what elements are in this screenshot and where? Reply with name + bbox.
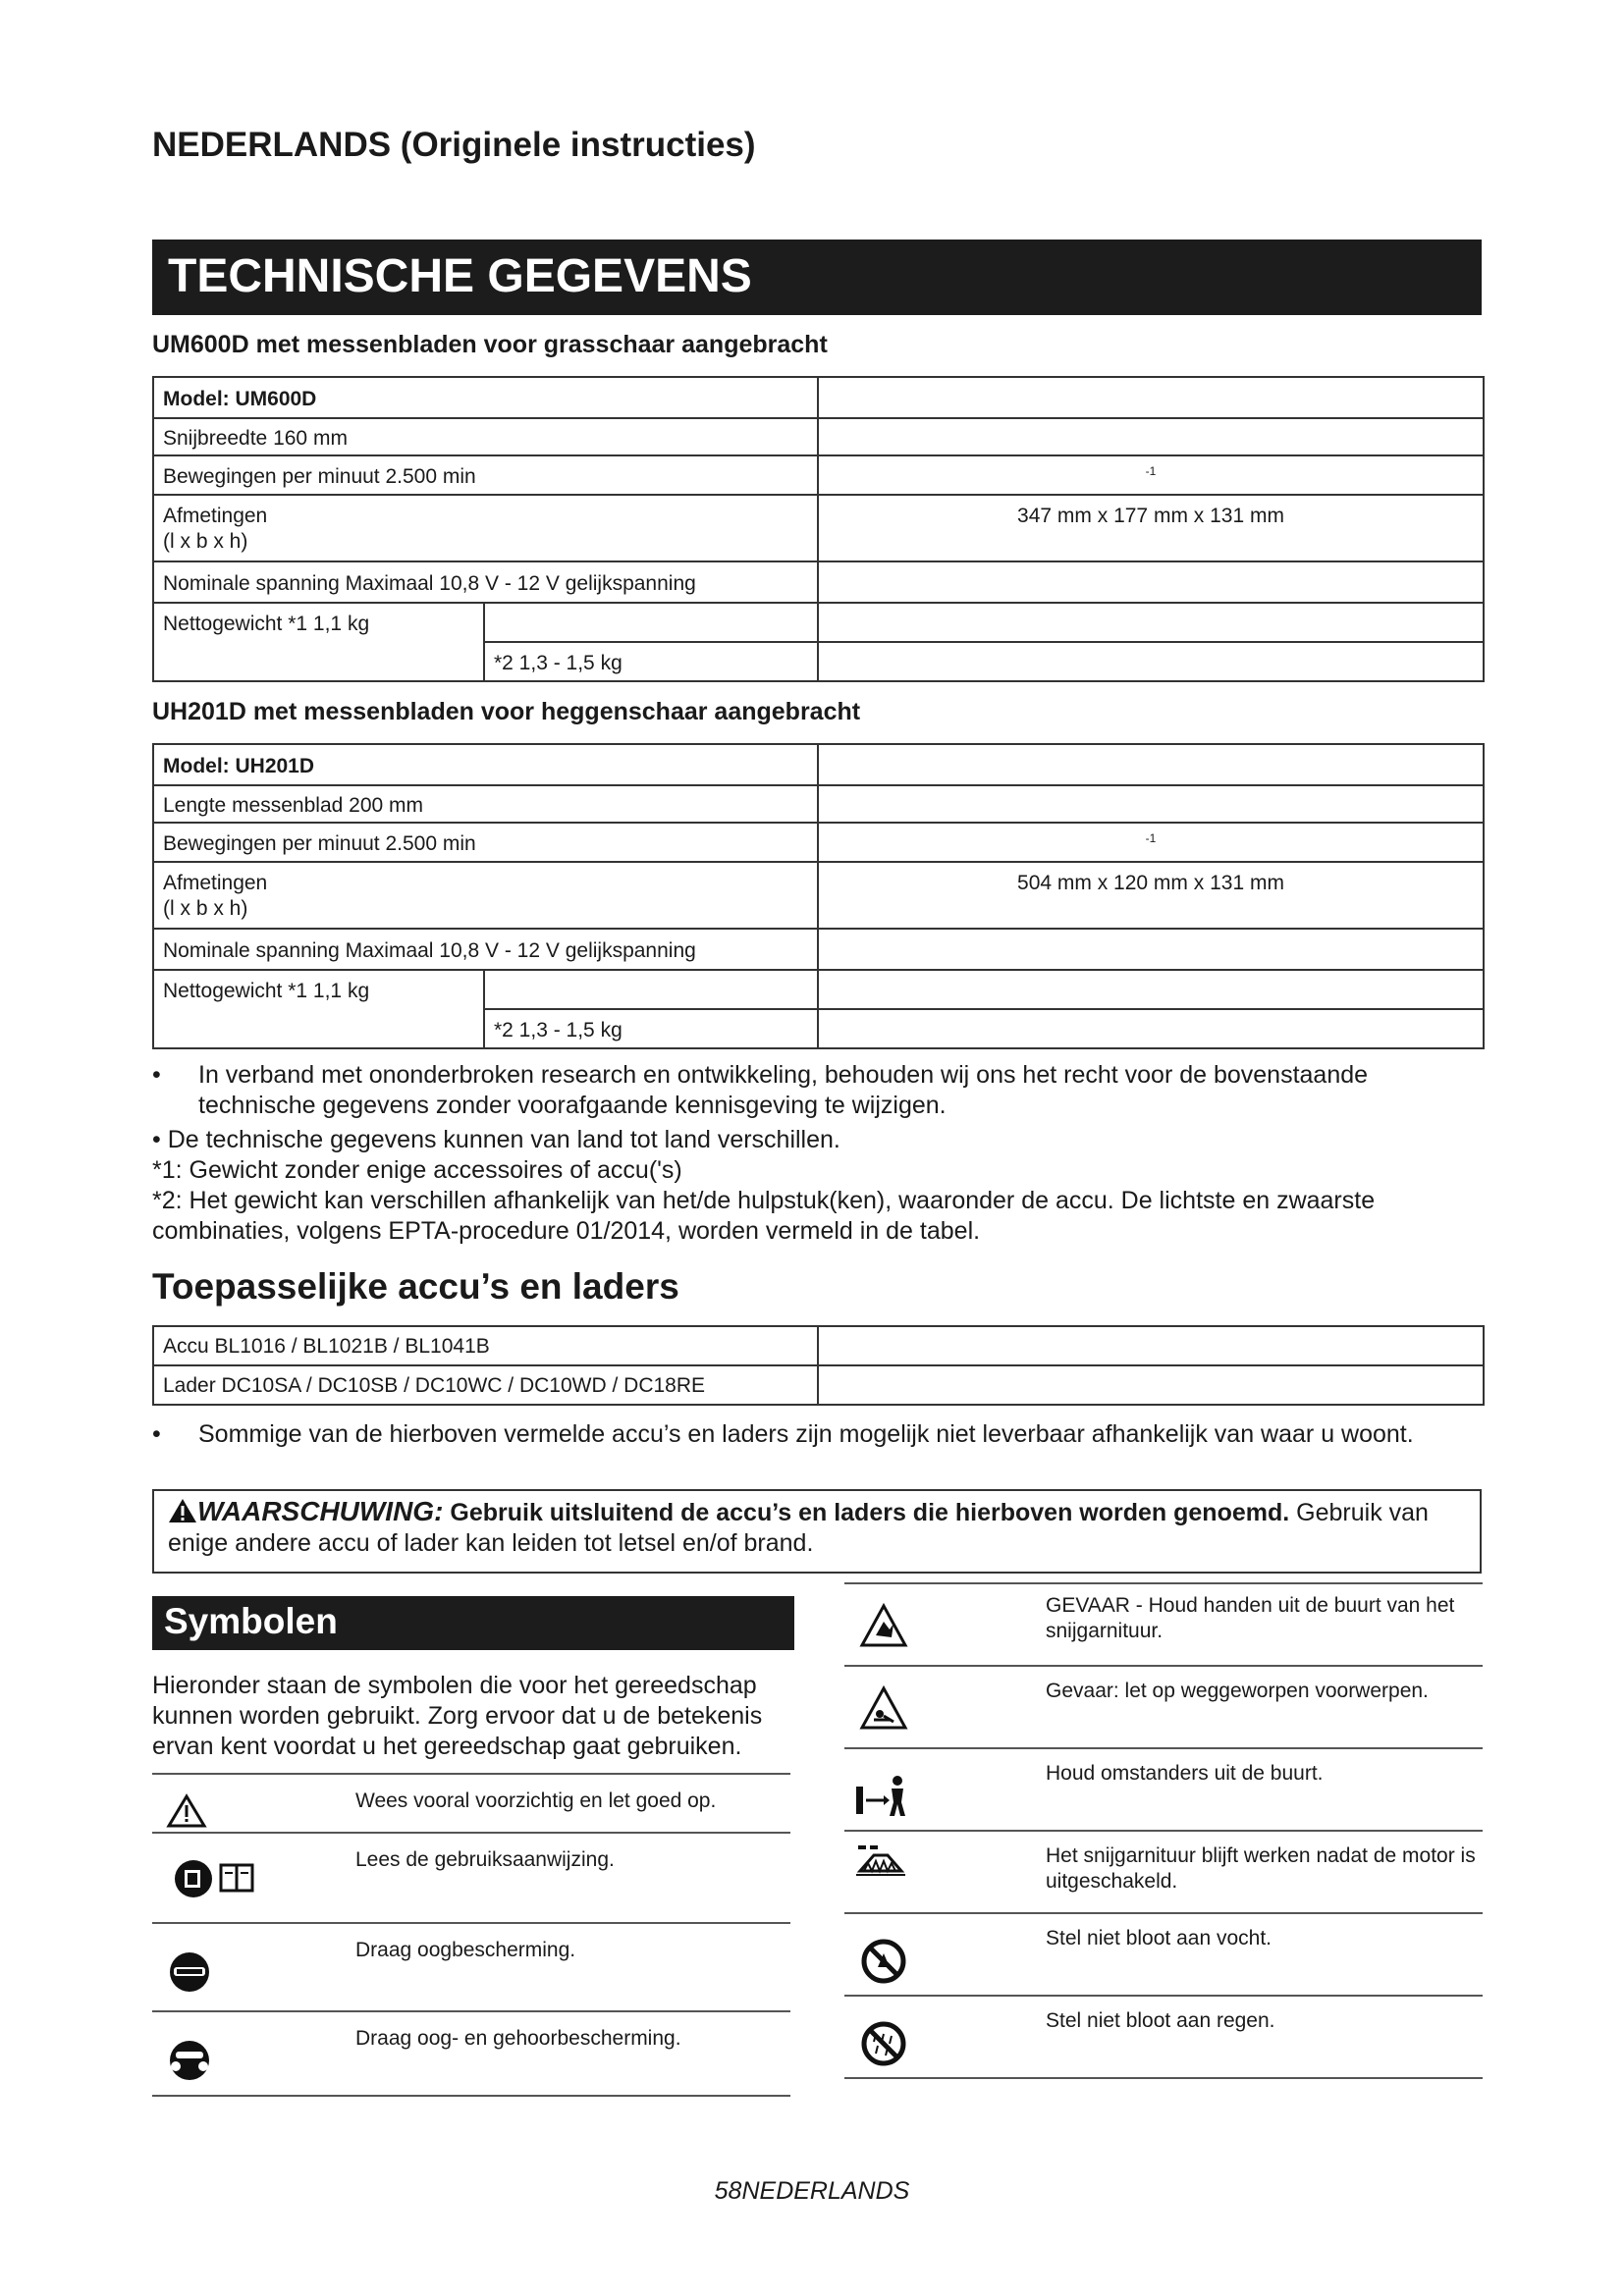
strokes-unit-sup xyxy=(818,823,1484,862)
symbol-text: Stel niet bloot aan vocht. xyxy=(1046,1927,1272,1949)
note-research xyxy=(152,1060,1488,1121)
symbol-row xyxy=(152,1922,790,2010)
symbol-text: Wees vooral voorzichtig en let goed op. xyxy=(355,1789,717,1812)
symbol-row xyxy=(844,1747,1483,1832)
charger-row: Lader DC10SA / DC10SB / DC10WC / DC10WD / DC18RE xyxy=(153,1365,818,1405)
symbol-row xyxy=(844,1582,1483,1667)
battery-value xyxy=(818,1326,1484,1365)
symbol-text: Stel niet bloot aan regen. xyxy=(1046,2009,1275,2032)
strokes-unit-sup xyxy=(818,455,1484,495)
voltage-row: Nominale spanning Maximaal 10,8 V - 12 V gelijkspanning xyxy=(153,929,818,970)
blades-continue-icon xyxy=(844,1832,1041,1918)
weight1-value xyxy=(818,970,1484,1009)
model-value xyxy=(818,377,1484,418)
symbol-text: Gevaar: let op weggeworpen voorwerpen. xyxy=(1046,1680,1429,1702)
model-value xyxy=(818,744,1484,785)
charger-value xyxy=(818,1365,1484,1405)
dimensions-label: Afmetingen xyxy=(163,872,268,894)
cut-width-row: Snijbreedte 160 mm xyxy=(153,418,818,455)
warning-rest-text: Gebruik van enige andere accu of lader kan leiden tot letsel en/of brand. xyxy=(168,1499,1429,1557)
symbol-text: Lees de gebruiksaanwijzing. xyxy=(355,1848,615,1871)
strokes-sup: -1 xyxy=(1145,464,1157,478)
page-footer: 58NEDERLANDS xyxy=(714,2177,910,2205)
um600d-spec-table xyxy=(152,376,1485,682)
blade-length-row: Lengte messenblad 200 mm xyxy=(153,785,818,823)
symbol-row xyxy=(844,1665,1483,1749)
uh201d-subtitle: UH201D met messenbladen voor heggenschaar aangebracht xyxy=(152,698,861,725)
batteries-note xyxy=(152,1419,1488,1450)
section-banner-specifications: TECHNISCHE GEGEVENS xyxy=(152,240,1482,315)
warning-bold-text: Gebruik uitsluitend de accu’s en laders die hierboven worden genoemd. xyxy=(450,1499,1290,1526)
voltage-row: Nominale spanning Maximaal 10,8 V - 12 V gelijkspanning xyxy=(153,561,818,603)
bullet: • xyxy=(152,1061,161,1089)
weight1-value xyxy=(818,603,1484,642)
batteries-table xyxy=(152,1325,1485,1406)
symbol-text: Houd omstanders uit de buurt. xyxy=(1046,1762,1324,1785)
dimensions-label-cell xyxy=(153,862,818,929)
symbols-right-bottom-rule xyxy=(844,2077,1483,2079)
note-weight2: *2: Het gewicht kan verschillen afhankelijk van het/de hulpstuk(ken), waaronder de accu. De lichtste en zwaarste combinaties, volgens EPTA-procedure 01/2014, worden vermeld in de tabel. xyxy=(152,1187,1376,1245)
symbol-text: Draag oog- en gehoorbescherming. xyxy=(355,2027,681,2050)
blade-length-value xyxy=(818,785,1484,823)
flying-objects-danger-icon xyxy=(844,1667,1041,1753)
note-research-text: In verband met ononderbroken research en ontwikkeling, behouden wij ons het recht voor de bovenstaande technische gegevens zonder voorafgaande kennisgeving te wijzigen. xyxy=(198,1061,1369,1119)
note-weight1: *1: Gewicht zonder enige accessoires of accu('s) xyxy=(152,1156,682,1184)
symbols-intro: Hieronder staan de symbolen die voor het gereedschap kunnen worden gebruikt. Zorg ervoor dat u de betekenis ervan kent voordat u het gereedschap gaat gebruiken. xyxy=(152,1672,763,1760)
weight1-mid xyxy=(484,603,818,642)
keep-bystanders-away-icon xyxy=(844,1749,1041,1836)
symbol-row xyxy=(844,1912,1483,1997)
um600d-subtitle: UM600D met messenbladen voor grasschaar aangebracht xyxy=(152,331,828,358)
model-label: Model: UH201D xyxy=(153,744,818,785)
battery-row: Accu BL1016 / BL1021B / BL1041B xyxy=(153,1326,818,1365)
weight2-value xyxy=(818,1009,1484,1048)
bullet: • xyxy=(152,1420,161,1448)
dimensions-value: 347 mm x 177 mm x 131 mm xyxy=(818,495,1484,561)
weight1-row: Nettogewicht *1 1,1 kg xyxy=(153,970,484,1048)
weight1-mid xyxy=(484,970,818,1009)
spec-notes xyxy=(152,1060,1488,1247)
dimensions-unit: (l x b x h) xyxy=(163,530,248,553)
weight2-value xyxy=(818,642,1484,681)
symbol-row xyxy=(152,2010,790,2099)
batteries-heading: Toepasselijke accu’s en laders xyxy=(152,1266,679,1307)
eye-ear-protection-icon xyxy=(152,2012,349,2099)
dimensions-value: 504 mm x 120 mm x 131 mm xyxy=(818,862,1484,929)
read-manual-icon xyxy=(152,1834,349,1920)
eye-protection-icon xyxy=(152,1924,349,2010)
cut-width-value xyxy=(818,418,1484,455)
section-banner-symbols: Symbolen xyxy=(152,1596,794,1650)
batteries-note-text: Sommige van de hierboven vermelde accu’s en laders zijn mogelijk niet leverbaar afhankelijk van waar u woont. xyxy=(198,1420,1414,1448)
voltage-value xyxy=(818,929,1484,970)
symbol-text: GEVAAR - Houd handen uit de buurt van het snijgarnituur. xyxy=(1046,1594,1455,1642)
uh201d-spec-table xyxy=(152,743,1485,1049)
no-moisture-icon xyxy=(844,1914,1041,2001)
no-rain-icon xyxy=(844,1997,1041,2083)
note-country: • De technische gegevens kunnen van land tot land verschillen. xyxy=(152,1126,840,1153)
strokes-row: Bewegingen per minuut 2.500 min xyxy=(153,455,818,495)
voltage-value xyxy=(818,561,1484,603)
dimensions-unit: (l x b x h) xyxy=(163,897,248,920)
symbols-left-bottom-rule xyxy=(152,2095,790,2097)
symbol-text: Het snijgarnituur blijft werken nadat de motor is uitgeschakeld. xyxy=(1046,1844,1476,1893)
warning-title: WAARSCHUWING: xyxy=(197,1496,444,1526)
weight1-row: Nettogewicht *1 1,1 kg xyxy=(153,603,484,681)
dimensions-label: Afmetingen xyxy=(163,505,268,527)
weight2-row: *2 1,3 - 1,5 kg xyxy=(484,642,818,681)
warning-triangle-icon xyxy=(168,1498,197,1523)
weight2-row: *2 1,3 - 1,5 kg xyxy=(484,1009,818,1048)
symbol-text: Draag oogbescherming. xyxy=(355,1939,576,1961)
hand-cut-danger-icon xyxy=(844,1584,1041,1671)
dimensions-label-cell xyxy=(153,495,818,561)
symbol-row xyxy=(844,1995,1483,2079)
symbol-row xyxy=(152,1832,790,1920)
symbol-row xyxy=(844,1830,1483,1914)
model-label: Model: UM600D xyxy=(153,377,818,418)
strokes-sup: -1 xyxy=(1145,831,1157,845)
page-language-title: NEDERLANDS (Originele instructies) xyxy=(152,126,756,164)
warning-box xyxy=(152,1489,1482,1574)
strokes-row: Bewegingen per minuut 2.500 min xyxy=(153,823,818,862)
